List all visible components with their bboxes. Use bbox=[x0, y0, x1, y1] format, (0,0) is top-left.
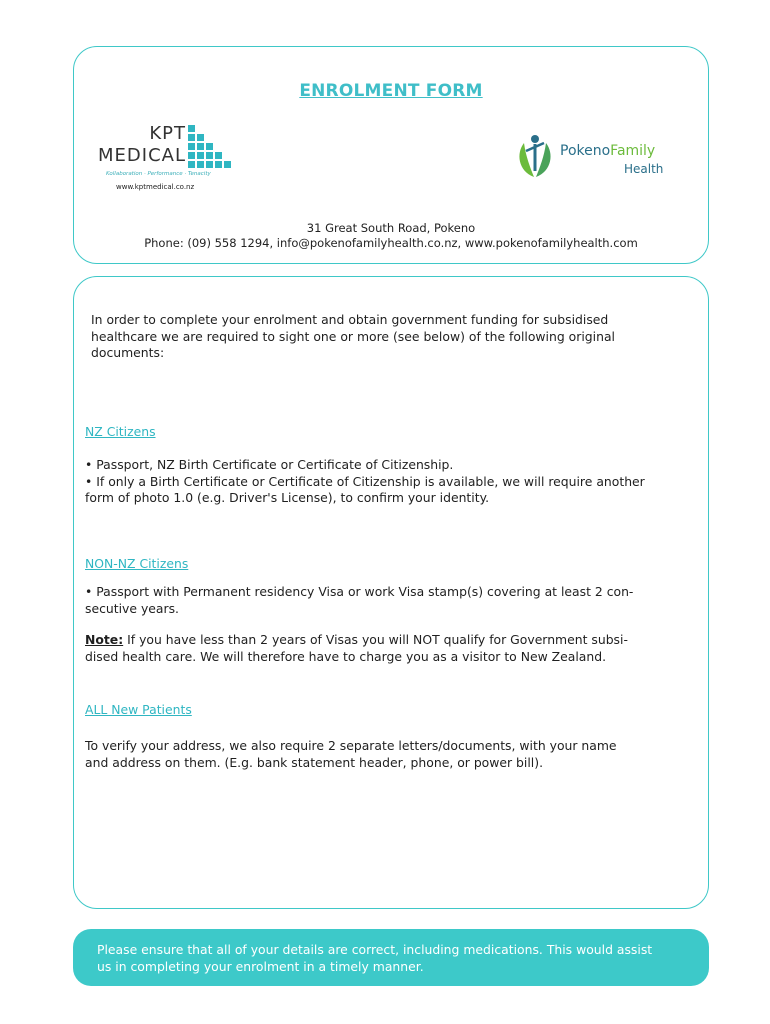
non-nz-citizens-text: • Passport with Permanent residency Visa or work Visa stamp(s) covering at least 2 con- secutive years. bbox=[85, 584, 634, 616]
pokeno-logo-sub: Health bbox=[624, 162, 664, 176]
header-panel bbox=[73, 46, 709, 264]
page-title: ENROLMENT FORM bbox=[299, 81, 483, 101]
kpt-medical-logo bbox=[96, 123, 236, 198]
requirements-panel bbox=[73, 276, 709, 909]
footer-text: Please ensure that all of your details are correct, including medications. This would assist us in completing your enrolment in a timely manner. bbox=[97, 942, 653, 974]
all-new-patients-text: To verify your address, we also require 2 separate letters/documents, with your name and address on them. (E.g. bank statement header, phone, or power bill). bbox=[85, 738, 617, 770]
nz-citizens-text: • Passport, NZ Birth Certificate or Certificate of Citizenship. • If only a Birth Certificate or Certificate of Citizenship is available, we will require another form of photo 1.0 (e.g. Driver's License), to confirm your identity. bbox=[85, 457, 645, 505]
kpt-tagline: Kollaboration · Performance · Tenacity bbox=[106, 171, 211, 177]
pokeno-logo-name: PokenoFamily bbox=[560, 143, 656, 159]
non-nz-citizens-heading: NON-NZ Citizens bbox=[85, 556, 189, 571]
note-label: Note: bbox=[85, 632, 124, 647]
pokeno-family-health-logo bbox=[514, 131, 684, 181]
pokeno-leaf-icon bbox=[514, 131, 558, 181]
nz-citizens-heading: NZ Citizens bbox=[85, 424, 156, 439]
kpt-logo-line1: KPT bbox=[149, 123, 186, 144]
contact-address bbox=[74, 221, 708, 251]
contact-line: Phone: (09) 558 1294, info@pokenofamilyhealth.co.nz, www.pokenofamilyhealth.com bbox=[144, 236, 638, 250]
all-new-patients-heading: ALL New Patients bbox=[85, 702, 192, 717]
address-line: 31 Great South Road, Pokeno bbox=[306, 221, 476, 235]
kpt-logo-line2: MEDICAL bbox=[98, 145, 186, 166]
intro-paragraph: In order to complete your enrolment and obtain government funding for subsidised healthcare we are required to sight one or more (see below) of the following original documents: bbox=[91, 312, 615, 360]
visa-note: Note: If you have less than 2 years of Visas you will NOT qualify for Government subsi- dised health care. We will therefore have to charge you as a visitor to New Zealand. bbox=[85, 632, 628, 664]
footer-notice bbox=[73, 929, 709, 986]
kpt-url: www.kptmedical.co.nz bbox=[116, 183, 195, 191]
